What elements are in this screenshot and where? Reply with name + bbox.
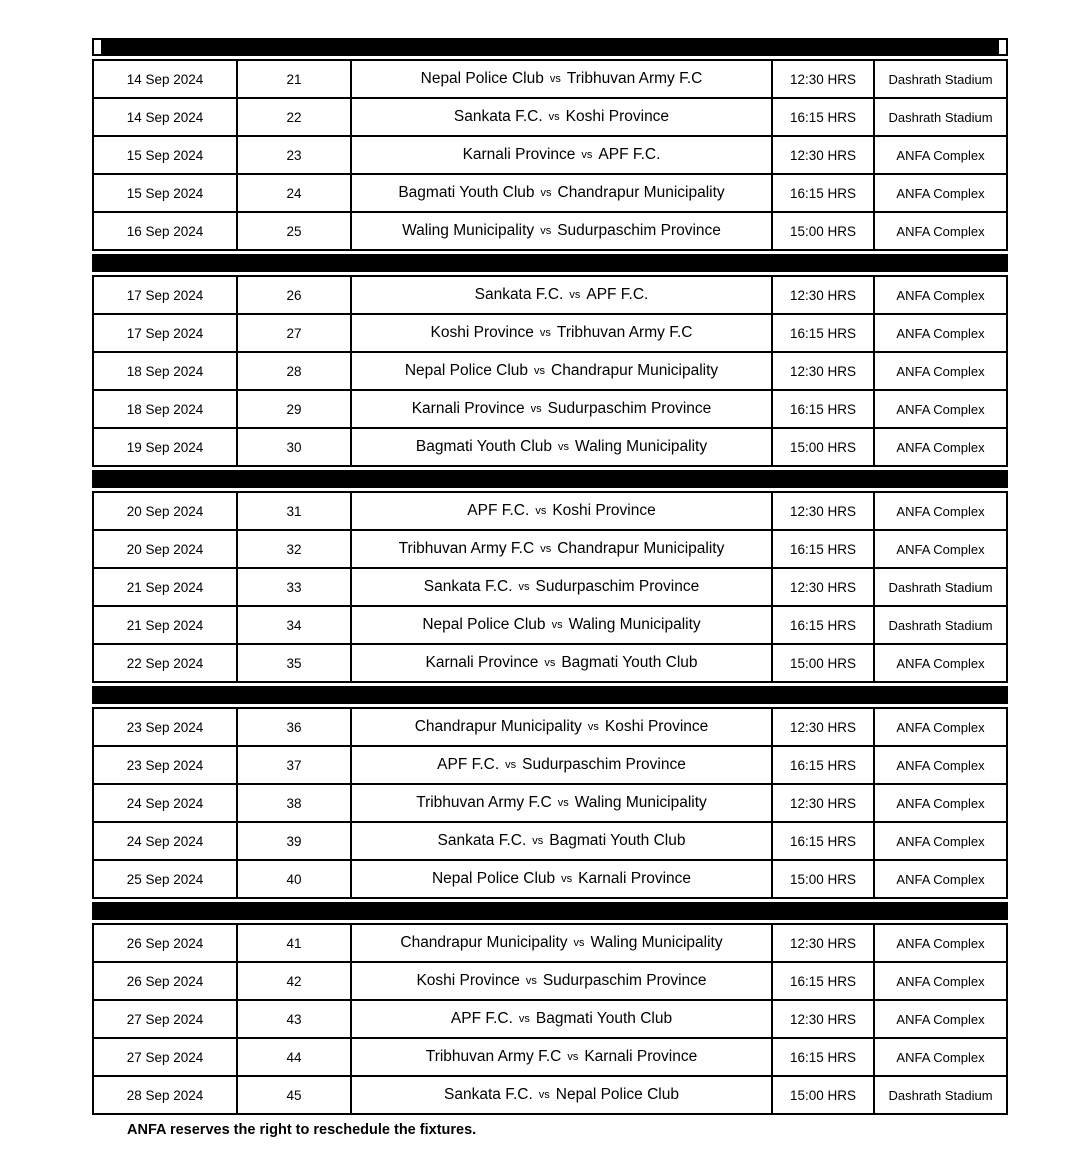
fixture-match-number: 45 — [238, 1077, 352, 1113]
fixture-matchup — [352, 213, 773, 249]
fixture-matchup — [352, 353, 773, 389]
vs-label: vs — [518, 1013, 530, 1025]
home-team: Nepal Police Club — [422, 616, 546, 633]
fixture-row — [92, 135, 1008, 175]
fixture-date: 23 Sep 2024 — [94, 747, 238, 783]
fixture-venue: Dashrath Stadium — [888, 617, 993, 633]
away-team: Chandrapur Municipality — [557, 540, 725, 557]
fixture-date: 26 Sep 2024 — [94, 925, 238, 961]
fixture-row — [92, 1075, 1008, 1115]
fixture-matchup — [352, 569, 773, 605]
away-team: Chandrapur Municipality — [557, 184, 725, 201]
vs-label: vs — [548, 111, 560, 123]
fixture-date: 22 Sep 2024 — [94, 645, 238, 681]
away-team: Sudurpaschim Province — [547, 400, 712, 417]
fixture-venue: Dashrath Stadium — [888, 579, 993, 595]
fixture-date: 27 Sep 2024 — [94, 1001, 238, 1037]
vs-label: vs — [587, 721, 599, 733]
fixture-row — [92, 173, 1008, 213]
fixture-date: 20 Sep 2024 — [94, 531, 238, 567]
vs-label: vs — [539, 327, 551, 339]
vs-label: vs — [540, 543, 552, 555]
away-team: Koshi Province — [604, 718, 709, 735]
fixture-row — [92, 923, 1008, 963]
fixture-time: 12:30 HRS — [773, 925, 875, 961]
fixture-match-number: 30 — [238, 429, 352, 465]
home-team: Karnali Province — [462, 146, 576, 163]
away-team: Karnali Province — [584, 1048, 698, 1065]
fixture-match-number: 34 — [238, 607, 352, 643]
fixture-time: 16:15 HRS — [773, 175, 875, 211]
fixture-match-number: 22 — [238, 99, 352, 135]
home-team: Chandrapur Municipality — [400, 934, 568, 951]
fixture-row — [92, 821, 1008, 861]
fixture-match-number: 31 — [238, 493, 352, 529]
fixture-row — [92, 275, 1008, 315]
home-team: APF F.C. — [450, 1010, 513, 1027]
fixture-matchup — [352, 709, 773, 745]
fixture-venue: ANFA Complex — [896, 1049, 985, 1065]
fixtures-table-body — [92, 38, 1008, 1115]
fixture-venue: ANFA Complex — [896, 655, 985, 671]
fixture-match-number: 35 — [238, 645, 352, 681]
vs-label: vs — [530, 403, 542, 415]
fixture-venue: ANFA Complex — [896, 719, 985, 735]
fixture-venue: ANFA Complex — [896, 287, 985, 303]
vs-label: vs — [558, 441, 570, 453]
fixture-time: 12:30 HRS — [773, 1001, 875, 1037]
fixture-match-number: 42 — [238, 963, 352, 999]
fixture-match-number: 37 — [238, 747, 352, 783]
vs-label: vs — [551, 619, 563, 631]
fixture-time: 16:15 HRS — [773, 963, 875, 999]
home-team: Nepal Police Club — [431, 870, 556, 887]
vs-label: vs — [518, 581, 530, 593]
home-team: Sankata F.C. — [444, 1086, 533, 1103]
fixture-time: 12:30 HRS — [773, 353, 875, 389]
fixture-row — [92, 745, 1008, 785]
fixture-matchup — [352, 429, 773, 465]
fixture-row — [92, 529, 1008, 569]
vs-label: vs — [540, 225, 552, 237]
fixture-date: 15 Sep 2024 — [94, 137, 238, 173]
fixture-date: 16 Sep 2024 — [94, 213, 238, 249]
fixture-match-number: 26 — [238, 277, 352, 313]
vs-label: vs — [573, 937, 585, 949]
fixture-match-number: 28 — [238, 353, 352, 389]
fixture-match-number: 39 — [238, 823, 352, 859]
fixture-matchup — [352, 175, 773, 211]
bar-left-notch — [94, 40, 101, 54]
vs-label: vs — [538, 1089, 550, 1101]
fixture-time: 12:30 HRS — [773, 493, 875, 529]
fixture-matchup — [352, 531, 773, 567]
fixture-match-number: 25 — [238, 213, 352, 249]
fixture-matchup — [352, 277, 773, 313]
fixture-match-number: 36 — [238, 709, 352, 745]
away-team: Sudurpaschim Province — [522, 756, 686, 773]
away-team: Tribhuvan Army F.C — [556, 324, 693, 341]
footer-note: ANFA reserves the right to reschedule the fixtures. — [127, 1122, 477, 1138]
fixture-matchup — [352, 925, 773, 961]
fixture-time: 16:15 HRS — [773, 531, 875, 567]
home-team: Tribhuvan Army F.C — [425, 1048, 562, 1065]
away-team: Karnali Province — [578, 870, 692, 887]
away-team: Waling Municipality — [575, 438, 708, 455]
fixture-date: 21 Sep 2024 — [94, 569, 238, 605]
fixture-matchup — [352, 99, 773, 135]
fixture-time: 15:00 HRS — [773, 645, 875, 681]
vs-label: vs — [549, 73, 561, 85]
fixture-date: 28 Sep 2024 — [94, 1077, 238, 1113]
away-team: Koshi Province — [565, 108, 670, 125]
fixture-time: 12:30 HRS — [773, 61, 875, 97]
fixture-venue: ANFA Complex — [896, 147, 985, 163]
fixture-time: 16:15 HRS — [773, 315, 875, 351]
section-separator-bar — [92, 38, 1008, 56]
fixture-venue: ANFA Complex — [896, 973, 985, 989]
fixture-venue: ANFA Complex — [896, 325, 985, 341]
fixture-row — [92, 859, 1008, 899]
fixture-match-number: 38 — [238, 785, 352, 821]
fixture-venue: ANFA Complex — [896, 935, 985, 951]
vs-label: vs — [569, 289, 581, 301]
fixture-time: 12:30 HRS — [773, 277, 875, 313]
fixture-row — [92, 605, 1008, 645]
home-team: Karnali Province — [425, 654, 539, 671]
fixture-time: 15:00 HRS — [773, 861, 875, 897]
fixture-time: 15:00 HRS — [773, 1077, 875, 1113]
section-separator-bar — [92, 902, 1008, 920]
fixture-row — [92, 999, 1008, 1039]
section-separator-bar — [92, 470, 1008, 488]
fixture-matchup — [352, 1039, 773, 1075]
fixture-time: 12:30 HRS — [773, 785, 875, 821]
fixture-date: 27 Sep 2024 — [94, 1039, 238, 1075]
away-team: Waling Municipality — [568, 616, 701, 633]
away-team: Tribhuvan Army F.C — [566, 70, 703, 87]
fixture-match-number: 21 — [238, 61, 352, 97]
fixture-match-number: 27 — [238, 315, 352, 351]
fixture-matchup — [352, 963, 773, 999]
fixture-row — [92, 427, 1008, 467]
fixture-date: 18 Sep 2024 — [94, 353, 238, 389]
fixture-match-number: 40 — [238, 861, 352, 897]
fixture-time: 15:00 HRS — [773, 429, 875, 465]
fixture-venue: Dashrath Stadium — [888, 1087, 993, 1103]
fixture-row — [92, 59, 1008, 99]
away-team: Sudurpaschim Province — [542, 972, 707, 989]
fixture-row — [92, 351, 1008, 391]
fixture-match-number: 32 — [238, 531, 352, 567]
fixture-venue: ANFA Complex — [896, 541, 985, 557]
fixture-match-number: 24 — [238, 175, 352, 211]
home-team: Sankata F.C. — [474, 286, 564, 303]
fixture-matchup — [352, 1001, 773, 1037]
home-team: Tribhuvan Army F.C — [398, 540, 535, 557]
vs-label: vs — [525, 975, 537, 987]
fixture-row — [92, 313, 1008, 353]
away-team: APF F.C. — [598, 146, 661, 163]
fixture-row — [92, 1037, 1008, 1077]
home-team: Tribhuvan Army F.C — [416, 794, 552, 811]
vs-label: vs — [505, 759, 517, 771]
fixture-date: 15 Sep 2024 — [94, 175, 238, 211]
fixture-venue: ANFA Complex — [896, 503, 985, 519]
away-team: Waling Municipality — [574, 794, 707, 811]
fixture-matchup — [352, 493, 773, 529]
fixture-matchup — [352, 747, 773, 783]
fixture-date: 20 Sep 2024 — [94, 493, 238, 529]
fixture-match-number: 43 — [238, 1001, 352, 1037]
home-team: APF F.C. — [437, 756, 500, 773]
fixture-date: 19 Sep 2024 — [94, 429, 238, 465]
away-team: Sudurpaschim Province — [557, 222, 721, 239]
fixture-matchup — [352, 645, 773, 681]
fixture-time: 12:30 HRS — [773, 709, 875, 745]
fixture-row — [92, 97, 1008, 137]
fixture-date: 23 Sep 2024 — [94, 709, 238, 745]
fixture-row — [92, 783, 1008, 823]
away-team: Bagmati Youth Club — [549, 832, 686, 849]
fixture-matchup — [352, 391, 773, 427]
fixture-matchup — [352, 785, 773, 821]
fixture-matchup — [352, 1077, 773, 1113]
fixture-venue: ANFA Complex — [896, 757, 985, 773]
home-team: Sankata F.C. — [437, 832, 527, 849]
fixture-matchup — [352, 823, 773, 859]
vs-label: vs — [540, 187, 552, 199]
fixture-date: 26 Sep 2024 — [94, 963, 238, 999]
fixture-row — [92, 643, 1008, 683]
fixture-date: 21 Sep 2024 — [94, 607, 238, 643]
home-team: Karnali Province — [411, 400, 525, 417]
vs-label: vs — [567, 1051, 579, 1063]
section-separator-bar — [92, 686, 1008, 704]
fixture-time: 12:30 HRS — [773, 137, 875, 173]
fixture-venue: ANFA Complex — [896, 439, 985, 455]
fixture-row — [92, 961, 1008, 1001]
vs-label: vs — [557, 797, 569, 809]
fixture-match-number: 23 — [238, 137, 352, 173]
section-separator-bar — [92, 254, 1008, 272]
fixture-match-number: 41 — [238, 925, 352, 961]
home-team: Chandrapur Municipality — [414, 718, 582, 735]
fixture-venue: ANFA Complex — [896, 871, 985, 887]
fixture-time: 16:15 HRS — [773, 747, 875, 783]
fixture-date: 17 Sep 2024 — [94, 315, 238, 351]
bar-right-notch — [999, 40, 1006, 54]
fixture-matchup — [352, 315, 773, 351]
fixtures-table — [92, 38, 1008, 1115]
home-team: Bagmati Youth Club — [398, 184, 535, 201]
fixture-date: 14 Sep 2024 — [94, 99, 238, 135]
home-team: APF F.C. — [467, 502, 530, 519]
fixture-match-number: 29 — [238, 391, 352, 427]
fixture-time: 16:15 HRS — [773, 391, 875, 427]
fixture-venue: ANFA Complex — [896, 833, 985, 849]
fixture-matchup — [352, 607, 773, 643]
vs-label: vs — [532, 835, 544, 847]
fixture-venue: ANFA Complex — [896, 795, 985, 811]
fixture-date: 24 Sep 2024 — [94, 823, 238, 859]
home-team: Sankata F.C. — [453, 108, 543, 125]
fixture-time: 16:15 HRS — [773, 823, 875, 859]
fixture-matchup — [352, 61, 773, 97]
vs-label: vs — [534, 365, 546, 377]
fixture-time: 15:00 HRS — [773, 213, 875, 249]
fixture-row — [92, 491, 1008, 531]
away-team: Koshi Province — [552, 502, 656, 519]
fixture-row — [92, 211, 1008, 251]
home-team: Koshi Province — [430, 324, 534, 341]
home-team: Nepal Police Club — [404, 362, 529, 379]
fixture-date: 17 Sep 2024 — [94, 277, 238, 313]
fixture-time: 12:30 HRS — [773, 569, 875, 605]
away-team: APF F.C. — [586, 286, 649, 303]
fixture-row — [92, 707, 1008, 747]
away-team: Bagmati Youth Club — [561, 654, 698, 671]
home-team: Bagmati Youth Club — [415, 438, 553, 455]
fixture-venue: Dashrath Stadium — [888, 71, 993, 87]
fixture-match-number: 33 — [238, 569, 352, 605]
away-team: Waling Municipality — [590, 934, 723, 951]
vs-label: vs — [581, 149, 593, 161]
away-team: Bagmati Youth Club — [535, 1010, 673, 1027]
away-team: Sudurpaschim Province — [535, 578, 700, 595]
fixture-venue: ANFA Complex — [896, 401, 985, 417]
fixture-date: 24 Sep 2024 — [94, 785, 238, 821]
away-team: Nepal Police Club — [555, 1086, 679, 1103]
fixture-venue: ANFA Complex — [896, 363, 985, 379]
fixture-time: 16:15 HRS — [773, 607, 875, 643]
fixture-date: 14 Sep 2024 — [94, 61, 238, 97]
fixture-venue: Dashrath Stadium — [888, 109, 993, 125]
fixture-date: 18 Sep 2024 — [94, 391, 238, 427]
fixture-row — [92, 567, 1008, 607]
fixture-venue: ANFA Complex — [896, 1011, 985, 1027]
home-team: Koshi Province — [416, 972, 520, 989]
fixture-time: 16:15 HRS — [773, 99, 875, 135]
vs-label: vs — [535, 505, 547, 517]
fixture-matchup — [352, 137, 773, 173]
home-team: Waling Municipality — [402, 222, 535, 239]
fixture-venue: ANFA Complex — [896, 185, 985, 201]
fixture-row — [92, 389, 1008, 429]
fixture-date: 25 Sep 2024 — [94, 861, 238, 897]
away-team: Chandrapur Municipality — [551, 362, 719, 379]
fixture-matchup — [352, 861, 773, 897]
home-team: Sankata F.C. — [423, 578, 513, 595]
vs-label: vs — [561, 873, 573, 885]
fixture-match-number: 44 — [238, 1039, 352, 1075]
vs-label: vs — [544, 657, 556, 669]
home-team: Nepal Police Club — [420, 70, 544, 87]
fixture-time: 16:15 HRS — [773, 1039, 875, 1075]
fixture-venue: ANFA Complex — [896, 223, 985, 239]
